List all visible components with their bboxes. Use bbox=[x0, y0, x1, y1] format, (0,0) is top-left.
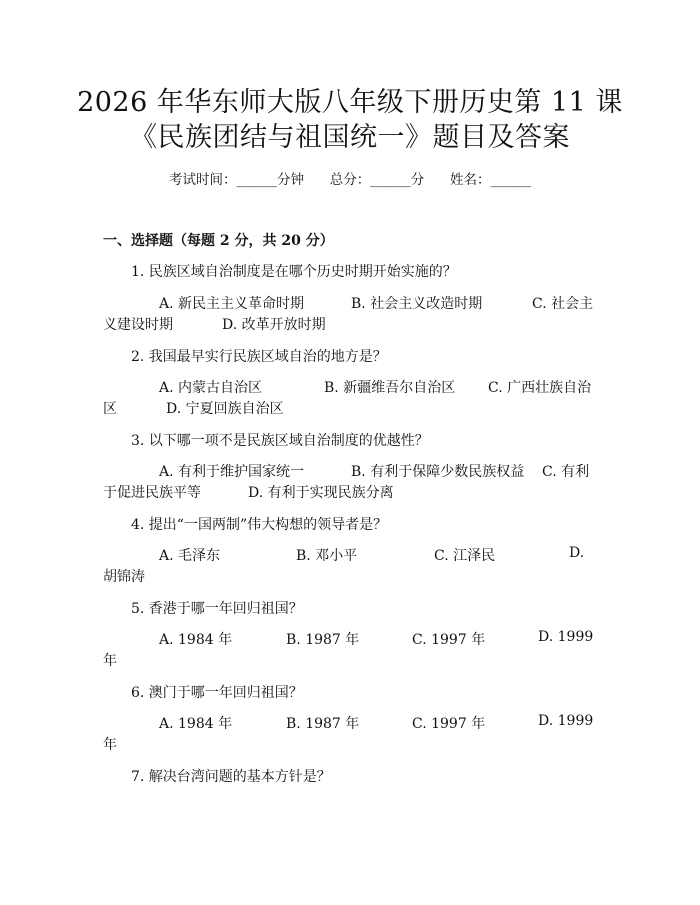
question-5-option-d-wrap: 年 bbox=[103, 653, 117, 669]
question-3-stem: 3. 以下哪一项不是民族区域自治制度的优越性？ bbox=[131, 433, 429, 449]
question-3-option-a: A. 有利于维护国家统一 bbox=[159, 464, 305, 480]
question-5-option-c: C. 1997 年 bbox=[412, 632, 486, 648]
question-5-option-d: D. 1999 bbox=[538, 629, 594, 645]
question-1-option-d: D. 改革开放时期 bbox=[222, 317, 326, 333]
exam-total-score: 总分：______分 bbox=[329, 172, 425, 188]
question-2-option-c: C. 广西壮族自治 bbox=[488, 380, 592, 396]
question-6-option-a: A. 1984 年 bbox=[159, 716, 233, 732]
question-1-option-a: A. 新民主主义革命时期 bbox=[159, 296, 305, 312]
question-1-option-c-wrap: 义建设时期 bbox=[103, 317, 173, 333]
exam-student-name: 姓名：______ bbox=[450, 172, 531, 188]
question-2-option-a: A. 内蒙古自治区 bbox=[159, 380, 263, 396]
question-7-stem: 7. 解决台湾问题的基本方针是？ bbox=[131, 769, 331, 785]
question-2-stem: 2. 我国最早实行民族区域自治的地方是？ bbox=[131, 349, 387, 365]
question-6-option-b: B. 1987 年 bbox=[286, 716, 360, 732]
exam-time: 考试时间：______分钟 bbox=[169, 172, 304, 188]
document-title-line2: 《民族团结与祖国统一》题目及答案 bbox=[130, 122, 570, 153]
question-3-option-c: C. 有利 bbox=[542, 464, 590, 480]
section-heading: 一、选择题（每题 2 分，共 20 分） bbox=[103, 233, 334, 249]
question-1-option-c: C. 社会主 bbox=[532, 296, 594, 312]
exam-meta bbox=[0, 168, 700, 188]
question-1-stem: 1. 民族区域自治制度是在哪个历史时期开始实施的？ bbox=[131, 264, 457, 280]
question-3-option-b: B. 有利于保障少数民族权益 bbox=[351, 464, 525, 480]
question-2-option-b: B. 新疆维吾尔自治区 bbox=[324, 380, 456, 396]
question-6-option-d: D. 1999 bbox=[538, 713, 594, 729]
question-4-option-a: A. 毛泽东 bbox=[159, 548, 221, 564]
question-4-option-d-wrap: 胡锦涛 bbox=[103, 569, 145, 585]
question-2-option-c-wrap: 区 bbox=[103, 401, 117, 417]
question-5-option-b: B. 1987 年 bbox=[286, 632, 360, 648]
question-5-stem: 5. 香港于哪一年回归祖国？ bbox=[131, 601, 303, 617]
question-3-option-d: D. 有利于实现民族分离 bbox=[248, 485, 394, 501]
question-6-option-d-wrap: 年 bbox=[103, 737, 117, 753]
question-1-option-b: B. 社会主义改造时期 bbox=[351, 296, 483, 312]
question-4-stem: 4. 提出“一国两制”伟大构想的领导者是？ bbox=[131, 517, 388, 533]
question-3-option-c-wrap: 于促进民族平等 bbox=[103, 485, 201, 501]
document-title-line1: 2026 年华东师大版八年级下册历史第 11 课 bbox=[77, 87, 623, 118]
question-4-option-d: D. bbox=[569, 545, 585, 561]
question-4-option-c: C. 江泽民 bbox=[434, 548, 496, 564]
question-6-stem: 6. 澳门于哪一年回归祖国？ bbox=[131, 685, 303, 701]
question-4-option-b: B. 邓小平 bbox=[296, 548, 358, 564]
question-2-option-d: D. 宁夏回族自治区 bbox=[166, 401, 284, 417]
question-6-option-c: C. 1997 年 bbox=[412, 716, 486, 732]
question-5-option-a: A. 1984 年 bbox=[159, 632, 233, 648]
